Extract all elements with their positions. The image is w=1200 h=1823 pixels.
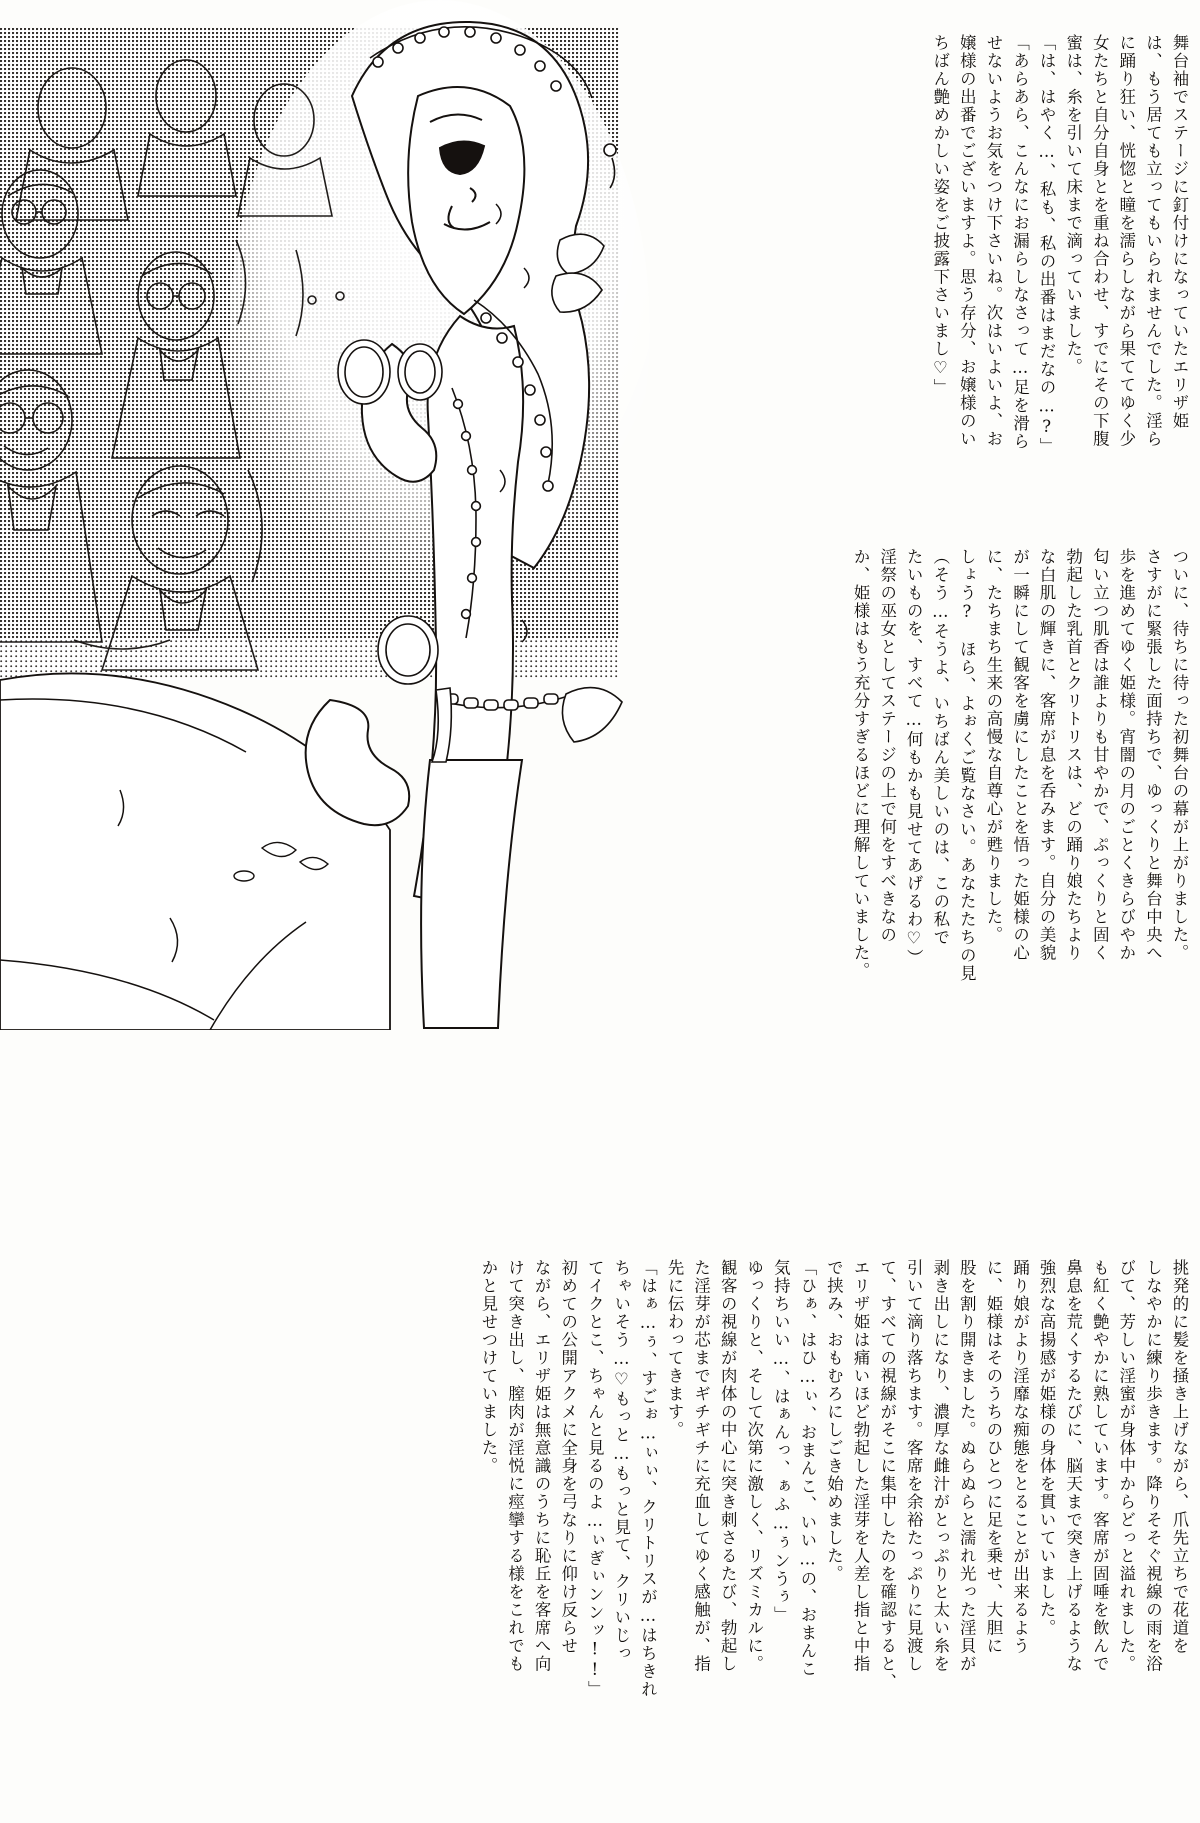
text-line: 挑発的に髪を掻き上げながら、爪先立ちで花道を: [1170, 1259, 1189, 1655]
text-line: びて、芳しい淫蜜が身体中からどっと溢れました。: [1116, 1259, 1136, 1673]
text-line: 勃起した乳首とクリトリスは、どの踊り娘たちより: [1063, 548, 1083, 962]
text-line: ながら、エリザ姫は無意識のうちに恥丘を客席へ向: [532, 1259, 552, 1673]
text-line: 股を割り開きました。ぬらぬらと濡れ光った淫貝が: [957, 1259, 977, 1673]
text-line: た淫芽が芯までギチギチに充血してゆく感触が、指: [691, 1259, 711, 1673]
text-line: 強烈な高揚感が姫様の身体を貫いていました。: [1037, 1259, 1057, 1637]
text-line: ついに、待ちに待った初舞台の幕が上がりました。: [1170, 548, 1189, 962]
text-line: ゆっくりと、そして次第に激しく、リズミカルに。: [744, 1259, 764, 1673]
text-line: に、たちまち生来の高慢な自尊心が甦りました。: [983, 548, 1003, 944]
text-line: 「はぁ…ぅ、すごぉ…ぃぃ、クリトリスが…はちきれ: [638, 1259, 658, 1699]
text-line: に、姫様はそのうちのひとつに足を乗せ、大胆に: [983, 1259, 1003, 1655]
text-line: さすがに緊張した面持ちで、ゆっくりと舞台中央へ: [1143, 548, 1163, 962]
text-line: 初めての公開アクメに全身を弓なりに仰け反らせ: [558, 1259, 578, 1655]
text-line: てイクとこ、ちゃんと見るのよ…ぃぎぃンンッ!!」: [585, 1259, 605, 1699]
text-line: が一瞬にして観客を虜にしたことを悟った姫様の心: [1010, 548, 1030, 962]
text-line: か、姫様はもう充分すぎるほどに理解していました。: [851, 548, 871, 980]
text-line: せないようお気をつけ下さいね。次はいよいよ、お: [983, 34, 1003, 448]
text-block-middle-right: [846, 548, 1192, 1018]
text-line: 「は、はやく…、私も、私の出番はまだなの…?」: [1037, 34, 1057, 456]
text-line: ちばん艶めかしい姿をご披露下さいまし♡」: [930, 34, 950, 397]
text-line: は、もう居ても立ってもいられませんでした。淫ら: [1143, 34, 1163, 448]
text-line: も紅く艶やかに熟しています。客席が固唾を飲んで: [1090, 1259, 1110, 1673]
text-line: （そう…そうよ、いちばん美しいのは、この私で: [930, 548, 950, 947]
text-line: しなやかに練り歩きます。降りそそぐ視線の雨を浴: [1143, 1259, 1163, 1673]
text-line: 舞台袖でステージに釘付けになっていたエリザ姫: [1170, 34, 1189, 430]
text-line: 剥き出しになり、濃厚な雌汁がとっぷりと太い糸を: [930, 1259, 950, 1673]
text-line: エリザ姫は痛いほど勃起した淫芽を人差し指と中指: [851, 1259, 871, 1673]
text-line: 歩を進めてゆく姫様。宵闇の月のごとくきらびやか: [1116, 548, 1136, 962]
text-line: 観客の視線が肉体の中心に突き刺さるたび、勃起し: [718, 1259, 738, 1673]
text-line: 鼻息を荒くするたびに、脳天まで突き上げるような: [1063, 1259, 1083, 1673]
text-line: 「あらあら、こんなにお漏らしなさって…足を滑ら: [1010, 34, 1030, 451]
text-line: 「ひぁ、はひ…ぃ、おまんこ、いい…の、おまんこ: [797, 1259, 817, 1679]
text-line: 気持ちいい…、はぁんっ、ぁふ…ぅンうぅ」: [771, 1259, 791, 1625]
text-line: 先に伝わってきます。: [665, 1259, 685, 1439]
text-line: たいものを、すべて…何もかも見せてあげるわ♡）: [904, 548, 924, 968]
text-line: 女たちと自分自身とを重ね合わせ、すでにその下腹: [1090, 34, 1110, 448]
text-line: 淫祭の巫女としてステージの上で何をすべきなの: [877, 548, 897, 944]
text-line: ちゃいそう…♡もっと…もっと見て、クリいじっ: [611, 1259, 631, 1663]
text-line: 嬢様の出番でございますよ。思う存分、お嬢様のい: [957, 34, 977, 448]
text-line: に踊り狂い、恍惚と瞳を濡らしながら果ててゆく少: [1116, 34, 1136, 448]
text-block-bottom: [474, 1259, 1192, 1799]
text-line: で挟み、おもむろにしごき始めました。: [824, 1259, 844, 1583]
text-line: けて突き出し、膣肉が淫悦に痙攣する様をこれでも: [505, 1259, 525, 1673]
text-line: 引いて滴り落ちます。客席を余裕たっぷりに見渡し: [904, 1259, 924, 1673]
text-line: 踊り娘がより淫靡な痴態をとることが出来るよう: [1010, 1259, 1030, 1655]
text-line: な白肌の輝きに、客席が息を呑みます。自分の美貌: [1037, 548, 1057, 962]
text-line: 蜜は、糸を引いて床まで滴っていました。: [1063, 34, 1083, 376]
text-block-upper-right: [926, 34, 1192, 534]
text-line: かと見せつけていました。: [478, 1259, 498, 1475]
illustration-stage-scene: [0, 0, 660, 1030]
text-line: て、すべての視線がそこに集中したのを確認すると、: [877, 1259, 897, 1691]
text-line: 匂い立つ肌香は誰よりも甘やかで、ぷっくりと固く: [1090, 548, 1110, 962]
text-line: しょう? ほら、よぉくご覧なさい。あなたたちの見: [957, 548, 977, 983]
